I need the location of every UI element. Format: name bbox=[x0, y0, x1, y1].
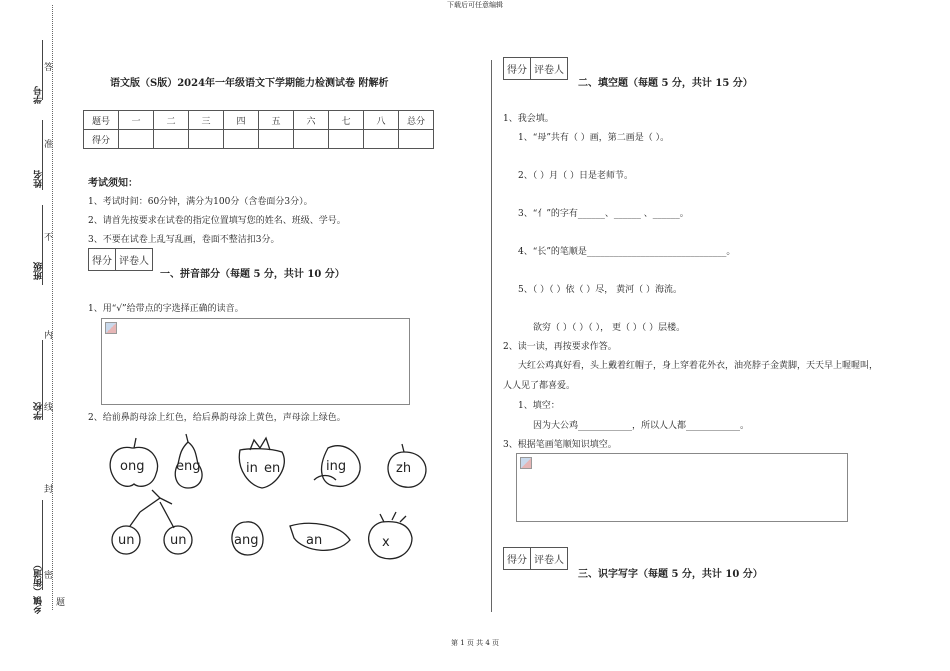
grader-box bbox=[503, 57, 568, 80]
notice-item: 2、请首先按要求在试卷的指定位置填写您的姓名、班级、学号。 bbox=[88, 216, 346, 226]
grader-label: 评卷人 bbox=[119, 256, 149, 267]
column-divider bbox=[491, 60, 492, 612]
fill-title: 1、填空： bbox=[518, 401, 560, 411]
score-cell: 总分 bbox=[399, 111, 434, 130]
s1-q1: 1、用“√”给带点的字选择正确的读音。 bbox=[88, 304, 244, 314]
grader-score-label: 得分 bbox=[504, 58, 531, 79]
passage-line: 人人见了都喜爱。 bbox=[503, 381, 576, 391]
s2-item: 5、（ ）（ ）依（ ）尽， 黄河（ ）海流。 bbox=[518, 285, 683, 295]
s2-item: 3、“亻”的字有______、______ 、______。 bbox=[518, 209, 689, 219]
grader-label: 评卷人 bbox=[534, 65, 564, 76]
score-cell: 八 bbox=[364, 111, 399, 130]
s2-item: 4、“长”的笔顺是_______________________________。 bbox=[518, 247, 736, 257]
binding-line bbox=[52, 5, 53, 610]
cut-char: 内 bbox=[44, 331, 54, 341]
s2-item: 1、“母”共有（ ）画，第二画是（ ）。 bbox=[518, 133, 670, 143]
fruit-drawing bbox=[100, 430, 440, 565]
notice-title: 考试须知： bbox=[88, 178, 138, 189]
fruit-label: zh bbox=[396, 461, 412, 476]
paper-title: 语文版（S版）2024年一年级语文下学期能力检测试卷 附解析 bbox=[110, 78, 389, 89]
fill-line-name bbox=[42, 120, 43, 190]
fruit-label: en bbox=[264, 461, 281, 476]
score-cell: 七 bbox=[329, 111, 364, 130]
fruit-label: ong bbox=[120, 459, 145, 474]
s1-q2: 2、给前鼻韵母涂上红色，给后鼻韵母涂上黄色，声母涂上绿色。 bbox=[88, 413, 346, 423]
section2-title: 二、填空题（每题 5 分，共计 15 分） bbox=[578, 78, 753, 89]
notice-item: 3、不要在试卷上乱写乱画，卷面不整洁扣3分。 bbox=[88, 235, 280, 245]
fruit-label: x bbox=[382, 535, 390, 550]
s2-item: 欲穷（ ）（ ）（ ）， 更（ ）（ ）层楼。 bbox=[533, 323, 686, 333]
page-footer: 第 1 页 共 4 页 bbox=[450, 639, 500, 647]
fill-line-town bbox=[42, 500, 43, 590]
cut-char: 密 bbox=[44, 571, 54, 581]
label-school: 学校 bbox=[34, 402, 44, 420]
cut-char: 准 bbox=[44, 140, 54, 150]
score-table bbox=[83, 110, 434, 149]
score-cell: 六 bbox=[294, 111, 329, 130]
grader-score-label: 得分 bbox=[504, 548, 531, 569]
cut-char: 不 bbox=[44, 233, 54, 243]
cut-char: 线 bbox=[44, 403, 54, 413]
notice-item: 1、考试时间：60分钟，满分为100分（含卷面分3分）。 bbox=[88, 197, 313, 207]
score-cell: 五 bbox=[259, 111, 294, 130]
image-placeholder bbox=[101, 318, 410, 405]
broken-image-icon bbox=[520, 457, 532, 469]
label-class: 班级 bbox=[34, 262, 44, 280]
fruit-label: un bbox=[170, 533, 187, 548]
s2-item: 2、（ ）月（ ）日是老师节。 bbox=[518, 171, 633, 181]
score-cell: 题号 bbox=[84, 111, 119, 130]
fruit-label: in bbox=[246, 461, 258, 476]
fill-line: 因为大公鸡____________，所以人人都____________。 bbox=[533, 421, 750, 431]
score-cell: 四 bbox=[224, 111, 259, 130]
fill-line-school bbox=[42, 340, 43, 420]
fruit-label: ang bbox=[234, 533, 259, 548]
s2-q2: 2、读一读，再按要求作答。 bbox=[503, 342, 617, 352]
cut-char: 答 bbox=[44, 63, 54, 73]
score-cell: 一 bbox=[119, 111, 154, 130]
grader-box bbox=[503, 547, 568, 570]
s2-q1: 1、我会填。 bbox=[503, 114, 554, 124]
section3-title: 三、识字写字（每题 5 分，共计 10 分） bbox=[578, 569, 763, 580]
section1-title: 一、拼音部分（每题 5 分，共计 10 分） bbox=[160, 269, 345, 280]
tomato-shape bbox=[369, 522, 412, 559]
label-student-id: 学号 bbox=[34, 86, 44, 104]
fruit-label: an bbox=[306, 533, 323, 548]
label-name: 姓名 bbox=[34, 170, 44, 188]
score-cell: 得分 bbox=[84, 130, 119, 149]
grader-box bbox=[88, 248, 153, 271]
image-placeholder bbox=[516, 453, 848, 522]
score-cell: 三 bbox=[189, 111, 224, 130]
passage-line: 大红公鸡真好看，头上戴着红帽子，身上穿着花外衣，油亮脖子金黄脚，天天早上喔喔叫， bbox=[518, 361, 879, 371]
cut-char: 封 bbox=[44, 485, 54, 495]
label-town: 乡镇（街道） bbox=[34, 560, 44, 614]
fruit-label: eng bbox=[176, 459, 201, 474]
fruit-label: un bbox=[118, 533, 135, 548]
broken-image-icon bbox=[105, 322, 117, 334]
header-note: 下载后可任意编辑 bbox=[447, 1, 503, 9]
grader-score-label: 得分 bbox=[89, 249, 116, 270]
fruit-label: ing bbox=[326, 459, 347, 474]
fill-line-class bbox=[42, 205, 43, 285]
cut-char: 题 bbox=[56, 598, 66, 608]
fill-line-id bbox=[42, 40, 43, 100]
s2-q3: 3、根据笔画笔顺知识填空。 bbox=[503, 440, 617, 450]
score-cell: 二 bbox=[154, 111, 189, 130]
grader-label: 评卷人 bbox=[534, 555, 564, 566]
